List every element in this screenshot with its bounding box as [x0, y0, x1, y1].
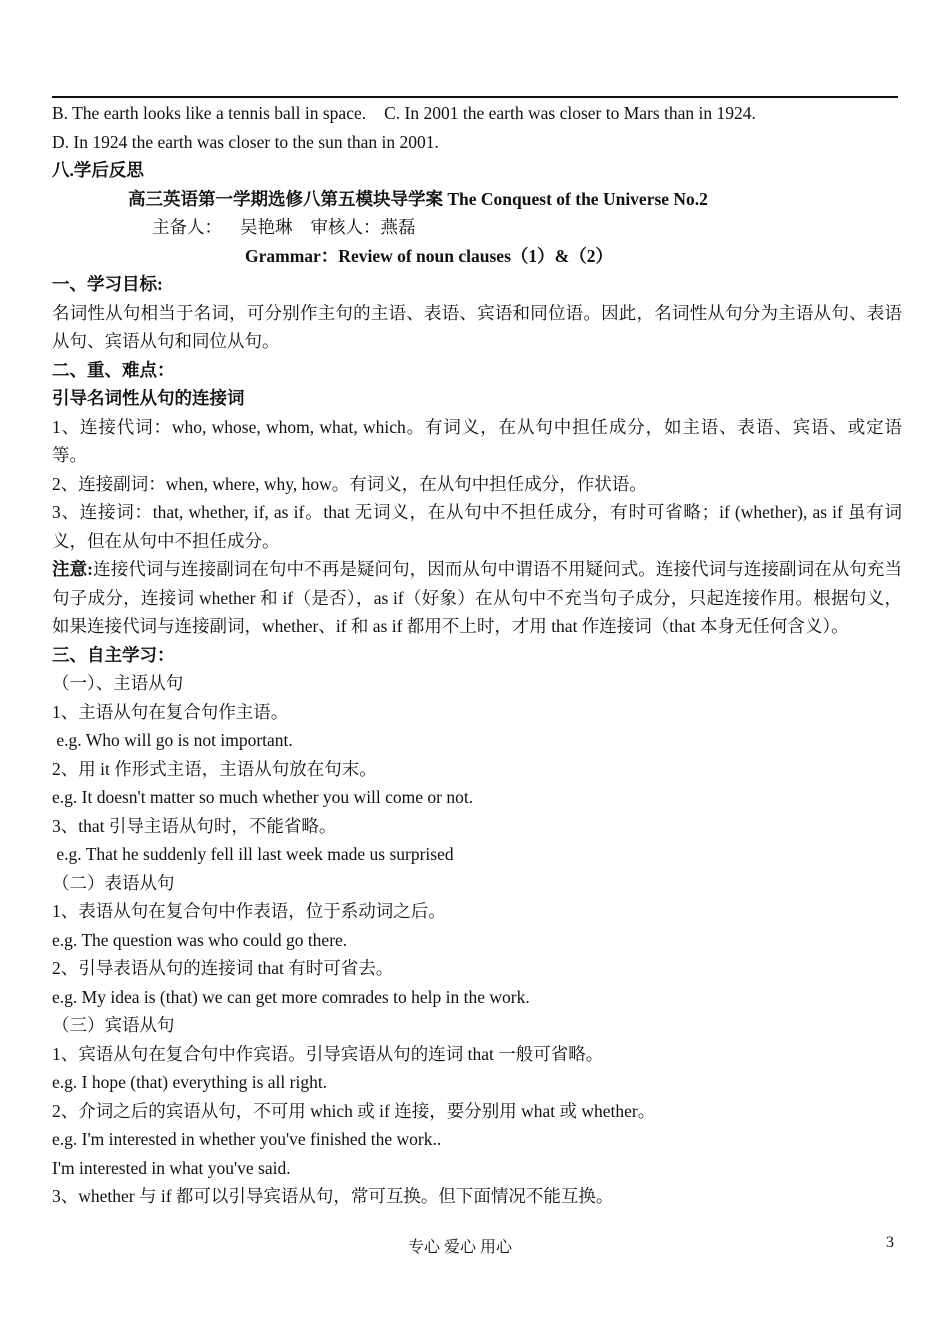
answer-option-d: D. In 1924 the earth was closer to the sun than in 2001. [52, 131, 439, 152]
authors-line [52, 213, 902, 242]
grammar-subtitle: Grammar：Review of noun clauses（1）&（2） [245, 245, 613, 266]
study-line: 1、宾语从句在复合句中作宾语。引导宾语从句的连词 that 一般可省略。 [52, 1043, 604, 1064]
note-text: 连接代词与连接副词在句中不再是疑问句，因而从句中谓语不用疑问式。连接代词与连接副词在从句充当句子成分，连接词 whether 和 if（是否），as if（好象）在从句中不充当句子成分，只起连接作用。根据句义，如果连接代词与连接副词，whether、if 和 as if 都用不上时，才用 that 作连接词（that 本身无任何含义）。 [52, 559, 903, 636]
answer-options-bc [52, 99, 902, 128]
study-line: 2、介词之后的宾语从句，不可用 which 或 if 连接，要分别用 what 或 whether。 [52, 1100, 656, 1121]
page-title: 高三英语第一学期选修八第五模块导学案 The Conquest of the Universe No.2 [128, 188, 708, 209]
top-rule [52, 96, 898, 98]
section-1-heading: 一、学习目标: [52, 274, 163, 294]
reviewer: 审核人：燕磊 [310, 217, 416, 237]
section-1-text: 名词性从句相当于名词，可分别作主句的主语、表语、宾语和同位语。因此，名词性从句分为主语从句、表语从句、宾语从句和同位从句。 [52, 302, 902, 351]
study-line: 2、用 it 作形式主语，主语从句放在句末。 [52, 758, 377, 779]
study-line: 1、表语从句在复合句中作表语，位于系动词之后。 [52, 901, 446, 921]
study-line: 1、主语从句在复合句作主语。 [52, 701, 289, 722]
study-line: 3、that 引导主语从句时，不能省略。 [52, 815, 337, 836]
section-2-heading: 二、重、难点： [52, 359, 175, 380]
section-8-heading: 八.学后反思 [52, 160, 144, 180]
example-line: I'm interested in what you've said. [52, 1157, 291, 1178]
example-line: e.g. My idea is (that) we can get more comrades to help in the work. [52, 986, 530, 1007]
study-line: （三）宾语从句 [52, 1015, 175, 1035]
connector-item-3: 3、连接词：that, whether, if, as if。that 无词义，在从句中不担任成分，有时可省略；if (whether), as if 虽有词义，但在从句中不担任成分。 [52, 502, 902, 551]
example-line: e.g. It doesn't matter so much whether you will come or not. [52, 787, 474, 807]
example-line: e.g. That he suddenly fell ill last week made us surprised [52, 844, 454, 864]
section-2-subheading: 引导名词性从句的连接词 [52, 388, 245, 408]
author-label: 主备人： [152, 217, 222, 237]
example-line: e.g. I'm interested in whether you've finished the work.. [52, 1129, 442, 1149]
option-b: B. The earth looks like a tennis ball in space. [52, 103, 367, 123]
page-number: 3 [886, 1234, 894, 1251]
study-line: 3、whether 与 if 都可以引导宾语从句，常可互换。但下面情况不能互换。 [52, 1186, 614, 1206]
note-label: 注意: [52, 559, 94, 579]
document-body [52, 99, 902, 1211]
example-line: e.g. I hope (that) everything is all right. [52, 1072, 328, 1092]
connector-item-2: 2、连接副词：when, where, why, how。有词义，在从句中担任成分，作状语。 [52, 473, 647, 494]
example-line: e.g. The question was who could go there. [52, 929, 348, 950]
study-line: （一）、主语从句 [52, 673, 184, 693]
option-c: C. In 2001 the earth was closer to Mars than in 1924. [384, 103, 756, 123]
author-name: 吴艳琳 [240, 217, 293, 237]
study-line: （二）表语从句 [52, 872, 175, 893]
note-paragraph [52, 555, 902, 641]
footer-motto: 专心 爱心 用心 [407, 1239, 512, 1256]
section-3-heading: 三、自主学习： [52, 644, 175, 665]
example-line: e.g. Who will go is not important. [52, 730, 293, 750]
section-3-lines [52, 669, 902, 1211]
study-line: 2、引导表语从句的连接词 that 有时可省去。 [52, 958, 394, 978]
connector-item-1: 1、连接代词：who, whose, whom, what, which。有词义，在从句中担任成分，如主语、表语、宾语、或定语等。 [52, 416, 902, 465]
